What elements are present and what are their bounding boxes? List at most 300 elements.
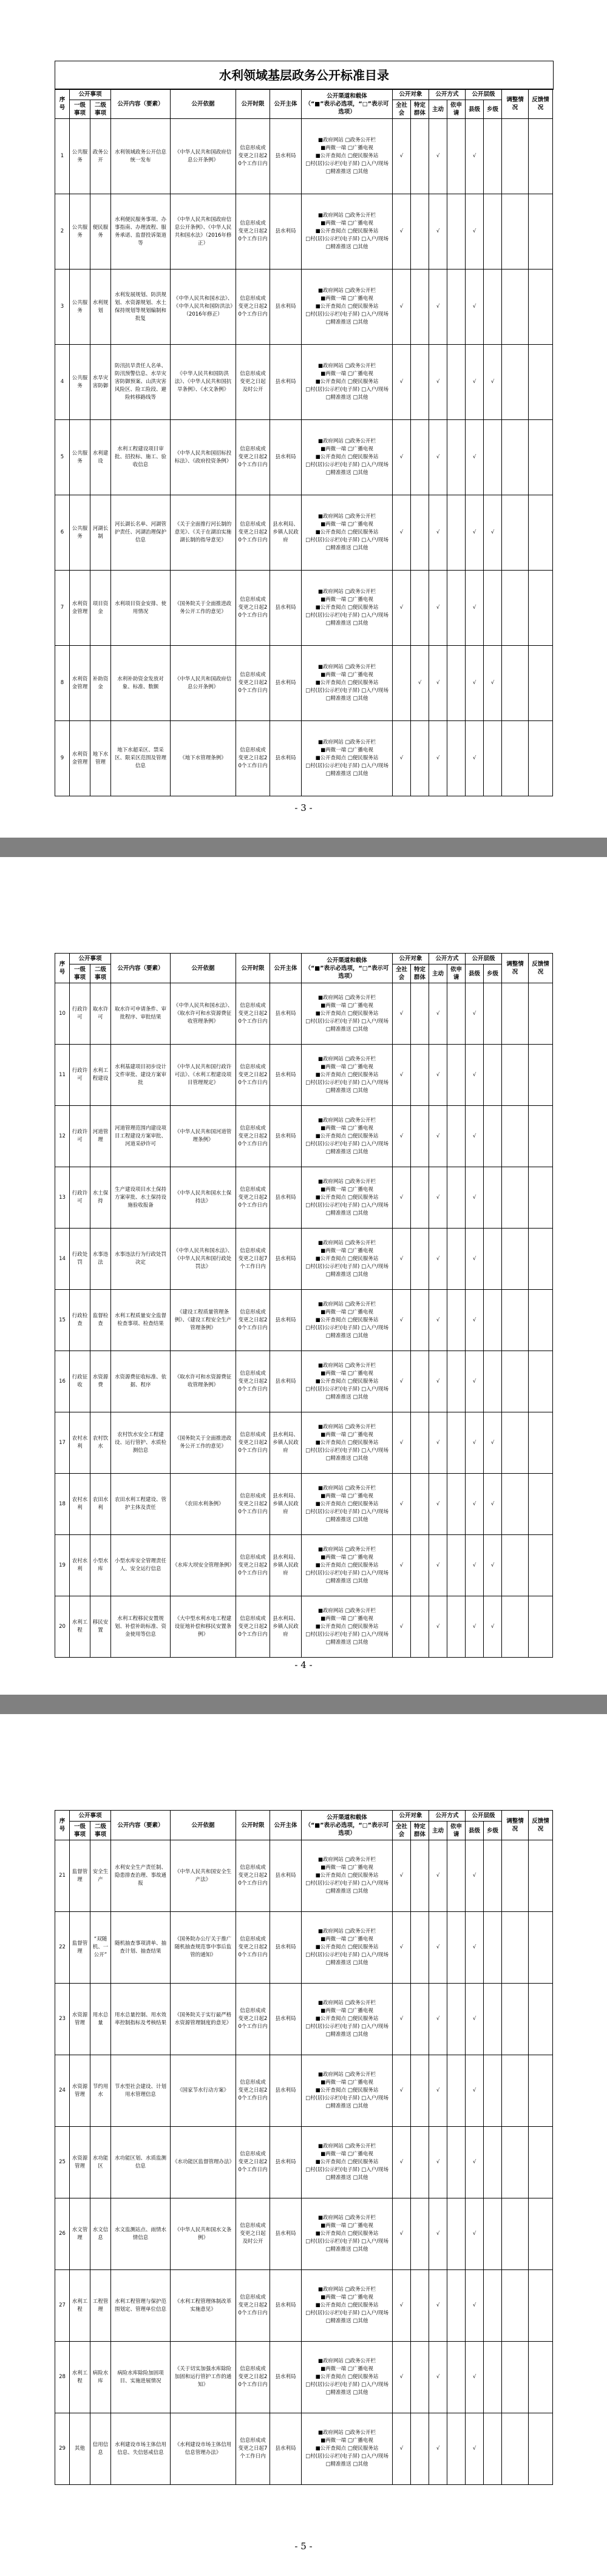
- channel-line: [304, 671, 390, 679]
- channel-option: □其他: [353, 2390, 368, 2396]
- cell-adjust: [502, 345, 529, 420]
- cell-time: 信息形成或变更之日起20个工作日内: [236, 1840, 270, 1912]
- channel-line: [304, 2079, 390, 2087]
- header-level1: 一级事项: [70, 964, 90, 983]
- channel-option: □入户/现场: [361, 1880, 388, 1886]
- cell-time: 信息形成或变更之日起20个工作日内: [236, 194, 270, 269]
- header-object-group: 公开对象: [393, 954, 429, 964]
- channel-option: □便民服务站: [347, 1255, 379, 1262]
- channel-option: □政务公开栏: [345, 664, 376, 670]
- table-row: [55, 2270, 553, 2342]
- channel-option: □精准推送: [325, 1210, 351, 1216]
- cell-specific: [411, 2413, 429, 2485]
- cell-adjust: [502, 1229, 529, 1290]
- channel-line: [304, 220, 390, 228]
- channel-option: ■政府网站: [317, 1423, 344, 1430]
- document-title: 水利领域基层政务公开标准目录: [55, 61, 554, 90]
- cell-all-society: √: [393, 1351, 411, 1412]
- channel-option: □其他: [353, 169, 368, 175]
- channel-option: □广播电视: [347, 2008, 373, 2014]
- cell-basis: 《水利建设市场主体信用信息管理办法》: [171, 2413, 236, 2485]
- channel-option: □其他: [353, 470, 368, 476]
- cell-channel: [302, 2198, 393, 2270]
- cell-content: 取水许可申请条件、审批程序、审批结果: [111, 983, 171, 1045]
- cell-all-society: [393, 646, 411, 721]
- channel-line: [304, 2095, 390, 2103]
- channel-line: [304, 513, 390, 521]
- channel-option: □精准推送: [325, 395, 351, 401]
- channel-option: □政务公开栏: [345, 1485, 376, 1491]
- channel-option: □村(居)公示栏(电子屏): [305, 763, 360, 769]
- cell-time: 信息形成或变更之日起20个工作日内: [236, 1912, 270, 1984]
- channel-line: [304, 1888, 390, 1896]
- channel-option: □入户/现场: [361, 311, 388, 317]
- channel-option: □入户/现场: [361, 2310, 388, 2316]
- cell-time: 信息形成或变更之日起20个工作日内: [236, 1045, 270, 1106]
- cell-town: [484, 1984, 502, 2055]
- cell-seq: 19: [55, 1535, 70, 1596]
- cell-basis: 《中华人民共和国招标投标法》、《政府投资条例》: [171, 420, 236, 495]
- cell-level1: 公共服务: [70, 345, 90, 420]
- cell-channel: [302, 119, 393, 194]
- cell-basis: 《关于全面推行河长制的意见》、《关于在湖泊实施湖长制的指导意见》: [171, 495, 236, 571]
- channel-option: □村(居)公示栏(电子屏): [305, 537, 360, 543]
- channel-option: □其他: [353, 2175, 368, 2181]
- cell-town: √: [484, 1596, 502, 1658]
- channel-line: [304, 212, 390, 220]
- cell-all-society: √: [393, 571, 411, 646]
- channel-option: □政务公开栏: [345, 1178, 376, 1185]
- cell-feedback: [529, 1984, 553, 2055]
- channel-line: [304, 1271, 390, 1279]
- channel-option: □便民服务站: [347, 680, 379, 686]
- channel-line: [304, 2222, 390, 2230]
- cell-adjust: [502, 1535, 529, 1596]
- cell-feedback: [529, 495, 553, 571]
- cell-subject: 县水利局: [270, 119, 302, 194]
- cell-specific: [411, 983, 429, 1045]
- channel-line: [304, 1639, 390, 1647]
- cell-specific: [411, 2055, 429, 2127]
- channel-option: ■公开查阅点: [315, 1194, 347, 1201]
- channel-option: □其他: [353, 1148, 368, 1155]
- channel-line: [304, 2286, 390, 2294]
- channel-option: □广播电视: [347, 220, 373, 226]
- cell-subject: 县水利局: [270, 2413, 302, 2485]
- channel-line: [304, 2365, 390, 2373]
- channel-option: □村(居)公示栏(电子屏): [305, 2024, 360, 2030]
- channel-line: [304, 2238, 390, 2246]
- channel-line: [304, 2166, 390, 2174]
- cell-level2: 移民安置: [90, 1596, 111, 1658]
- channel-option: ■公开查阅点: [315, 454, 347, 460]
- cell-level1: 水文管理: [70, 2198, 90, 2270]
- channel-option: ■两微一端: [320, 220, 347, 226]
- channel-line: [304, 529, 390, 537]
- channel-option: □政务公开栏: [345, 137, 376, 143]
- header-apply: 依申请: [447, 1822, 466, 1840]
- channel-line: [304, 287, 390, 295]
- channel-option: ■政府网站: [317, 739, 344, 745]
- channel-option: ■公开查阅点: [315, 2374, 347, 2380]
- cell-subject: 县水利局: [270, 571, 302, 646]
- cell-time: 信息形成或变更之日起及时公开: [236, 345, 270, 420]
- channel-line: [304, 1386, 390, 1394]
- cell-adjust: [502, 119, 529, 194]
- cell-apply: [447, 345, 466, 420]
- channel-option: ■政府网站: [317, 2072, 344, 2078]
- cell-active: √: [429, 345, 447, 420]
- channel-option: ■公开查阅点: [315, 1439, 347, 1446]
- table-row: [55, 721, 553, 796]
- cell-county: √: [466, 983, 484, 1045]
- channel-option: □广播电视: [347, 1554, 373, 1561]
- channel-line: [304, 2445, 390, 2453]
- cell-specific: [411, 1045, 429, 1106]
- channel-option: ■公开查阅点: [315, 1562, 347, 1568]
- cell-adjust: [502, 1840, 529, 1912]
- channel-line: [304, 521, 390, 529]
- header-apply: 依申请: [447, 964, 466, 983]
- channel-option: □其他: [353, 1087, 368, 1094]
- catalog-table-page-3: [55, 1810, 553, 2485]
- header-subject: 公开主体: [270, 954, 302, 983]
- channel-option: □村(居)公示栏(电子屏): [305, 612, 360, 619]
- cell-adjust: [502, 1290, 529, 1351]
- cell-subject: 县水利局、乡镇人民政府: [270, 1535, 302, 1596]
- channel-option: □广播电视: [347, 747, 373, 753]
- cell-channel: [302, 2127, 393, 2198]
- channel-line: [304, 446, 390, 453]
- channel-line: [304, 2023, 390, 2031]
- header-feedback: 反馈情况: [529, 954, 553, 983]
- cell-level1: 行政许可: [70, 1045, 90, 1106]
- channel-option: □便民服务站: [347, 1194, 379, 1201]
- cell-county: √: [466, 646, 484, 721]
- cell-county: √: [466, 1474, 484, 1535]
- channel-option: □精准推送: [325, 470, 351, 476]
- channel-option: ■政府网站: [317, 1301, 344, 1307]
- channel-option: □精准推送: [325, 2246, 351, 2252]
- channel-option: □村(居)公示栏(电子屏): [305, 1952, 360, 1958]
- cell-specific: [411, 2198, 429, 2270]
- cell-level1: 监督管理: [70, 1840, 90, 1912]
- channel-option: □村(居)公示栏(电子屏): [305, 2310, 360, 2316]
- cell-specific: √: [411, 646, 429, 721]
- cell-all-society: √: [393, 1167, 411, 1229]
- cell-county: √: [466, 420, 484, 495]
- header-level2: 二级事项: [90, 1822, 111, 1840]
- channel-line: [304, 1194, 390, 1202]
- cell-content: 河道管理范围内建设项目工程建设方案审批、河道采砂许可: [111, 1106, 171, 1167]
- channel-line: [304, 453, 390, 461]
- channel-option: ■公开查阅点: [315, 1255, 347, 1262]
- document-page-3: [0, 1714, 607, 2576]
- cell-specific: [411, 1167, 429, 1229]
- header-county: 县级: [466, 100, 484, 119]
- cell-active: √: [429, 1984, 447, 2055]
- channel-option: ■政府网站: [317, 363, 344, 369]
- channel-option: □精准推送: [325, 1639, 351, 1646]
- channel-line: [304, 1301, 390, 1309]
- header-content: 公开内容（要素）: [111, 954, 171, 983]
- channel-option: □广播电视: [347, 2438, 373, 2444]
- cell-adjust: [502, 2055, 529, 2127]
- channel-option: ■政府网站: [317, 2143, 344, 2149]
- cell-town: [484, 2198, 502, 2270]
- cell-apply: [447, 2413, 466, 2485]
- channel-option: ■两微一端: [320, 2151, 347, 2157]
- cell-channel: [302, 420, 393, 495]
- channel-option: □村(居)公示栏(电子屏): [305, 1202, 360, 1208]
- cell-county: √: [466, 495, 484, 571]
- cell-active: √: [429, 1474, 447, 1535]
- channel-line: [304, 236, 390, 243]
- cell-feedback: [529, 345, 553, 420]
- cell-active: √: [429, 2127, 447, 2198]
- channel-option: ■公开查阅点: [315, 303, 347, 310]
- table-row: [55, 269, 553, 345]
- channel-option: □便民服务站: [347, 1378, 379, 1385]
- cell-basis: 《国务院关于实行最严格水资源管理制度的意见》: [171, 1984, 236, 2055]
- cell-all-society: √: [393, 194, 411, 269]
- channel-option: □便民服务站: [347, 2446, 379, 2452]
- channel-option: □村(居)公示栏(电子屏): [305, 1880, 360, 1886]
- header-channel: 公开渠道和载体 （“■”表示必选项，“□”表示可选项）: [302, 954, 393, 983]
- channel-option: □政务公开栏: [345, 1056, 376, 1062]
- channel-option: □便民服务站: [347, 1439, 379, 1446]
- channel-line: [304, 1133, 390, 1141]
- table-row: [55, 983, 553, 1045]
- cell-active: √: [429, 1229, 447, 1290]
- channel-option: □广播电视: [347, 521, 373, 527]
- channel-option: □村(居)公示栏(电子屏): [305, 688, 360, 694]
- cell-town: [484, 2413, 502, 2485]
- cell-channel: [302, 646, 393, 721]
- cell-feedback: [529, 646, 553, 721]
- cell-level1: 公共服务: [70, 495, 90, 571]
- cell-subject: 县水利局、乡镇人民政府: [270, 1596, 302, 1658]
- channel-option: □便民服务站: [347, 605, 379, 611]
- cell-time: 信息形成或变更之日起7个工作日内: [236, 1229, 270, 1290]
- cell-active: √: [429, 2198, 447, 2270]
- cell-level1: 水利资金管理: [70, 721, 90, 796]
- cell-active: √: [429, 1535, 447, 1596]
- cell-level1: 行政许可: [70, 1167, 90, 1229]
- cell-channel: [302, 571, 393, 646]
- cell-apply: [447, 1106, 466, 1167]
- channel-option: ■两微一端: [320, 1002, 347, 1009]
- channel-line: [304, 1063, 390, 1071]
- channel-option: □便民服务站: [347, 529, 379, 535]
- cell-level1: 水利工程: [70, 1596, 90, 1658]
- channel-option: □其他: [353, 244, 368, 250]
- cell-adjust: [502, 1474, 529, 1535]
- cell-specific: [411, 2342, 429, 2413]
- channel-option: □精准推送: [325, 771, 351, 777]
- channel-option: □入户/现场: [361, 1018, 388, 1025]
- table-row: [55, 1351, 553, 1412]
- channel-option: □村(居)公示栏(电子屏): [305, 236, 360, 242]
- channel-option: □广播电视: [347, 672, 373, 678]
- cell-basis: 《中华人民共和国水土保持法》: [171, 1167, 236, 1229]
- channel-option: □村(居)公示栏(电子屏): [305, 1508, 360, 1515]
- cell-channel: [302, 269, 393, 345]
- cell-subject: 县水利局: [270, 2127, 302, 2198]
- header-specific: 特定群体: [411, 964, 429, 983]
- channel-option: □政务公开栏: [345, 288, 376, 294]
- cell-seq: 1: [55, 119, 70, 194]
- cell-basis: 《地下水管理条例》: [171, 721, 236, 796]
- header-time: 公开时限: [236, 89, 270, 119]
- channel-option: □广播电视: [347, 1615, 373, 1622]
- cell-all-society: √: [393, 1535, 411, 1596]
- cell-apply: [447, 1412, 466, 1474]
- cell-seq: 26: [55, 2198, 70, 2270]
- channel-option: ■公开查阅点: [315, 1133, 347, 1139]
- cell-channel: [302, 345, 393, 420]
- channel-option: □其他: [353, 1332, 368, 1339]
- cell-channel: [302, 1984, 393, 2055]
- cell-specific: [411, 1596, 429, 1658]
- channel-option: □广播电视: [347, 2366, 373, 2372]
- channel-line: [304, 461, 390, 469]
- channel-option: □入户/现场: [361, 2239, 388, 2245]
- table-row: [55, 1474, 553, 1535]
- channel-line: [304, 1148, 390, 1156]
- channel-line: [304, 1263, 390, 1271]
- cell-channel: [302, 721, 393, 796]
- cell-seq: 18: [55, 1474, 70, 1535]
- cell-subject: 县水利局: [270, 646, 302, 721]
- header-active: 主动: [429, 964, 447, 983]
- channel-option: □便民服务站: [347, 1500, 379, 1507]
- channel-option: □其他: [353, 2032, 368, 2038]
- channel-option: ■政府网站: [317, 1178, 344, 1185]
- channel-option: □广播电视: [347, 2079, 373, 2086]
- cell-seq: 2: [55, 194, 70, 269]
- cell-apply: [447, 1984, 466, 2055]
- channel-option: □便民服务站: [347, 1010, 379, 1017]
- cell-active: √: [429, 2413, 447, 2485]
- channel-option: □精准推送: [325, 1960, 351, 1966]
- channel-option: ■两微一端: [320, 2438, 347, 2444]
- channel-option: □村(居)公示栏(电子屏): [305, 2095, 360, 2101]
- channel-line: [304, 1951, 390, 1959]
- channel-option: □广播电视: [347, 1431, 373, 1438]
- channel-option: □政务公开栏: [345, 1546, 376, 1553]
- channel-option: ■政府网站: [317, 2358, 344, 2364]
- channel-option: □便民服务站: [347, 1944, 379, 1950]
- channel-option: ■两微一端: [320, 2294, 347, 2300]
- channel-option: □广播电视: [347, 145, 373, 151]
- channel-option: □广播电视: [347, 1936, 373, 1942]
- channel-option: □精准推送: [325, 2103, 351, 2109]
- channel-option: ■政府网站: [317, 1928, 344, 1934]
- header-seq: 序号: [55, 89, 70, 119]
- cell-time: 信息形成或变更之日起20个工作日内: [236, 1535, 270, 1596]
- cell-subject: 县水利局: [270, 1045, 302, 1106]
- channel-option: □入户/现场: [361, 612, 388, 619]
- cell-county: √: [466, 1596, 484, 1658]
- channel-line: [304, 596, 390, 604]
- cell-active: √: [429, 1412, 447, 1474]
- header-level1: 一级事项: [70, 100, 90, 119]
- channel-line: [304, 1247, 390, 1255]
- cell-level2: 监督检查: [90, 1290, 111, 1351]
- cell-content: 农村饮水安全工程建设、运行管护、水质检测信息: [111, 1412, 171, 1474]
- channel-option: □村(居)公示栏(电子屏): [305, 2382, 360, 2388]
- cell-subject: 县水利局: [270, 2342, 302, 2413]
- cell-county: √: [466, 1106, 484, 1167]
- cell-specific: [411, 1474, 429, 1535]
- channel-option: ■两微一端: [320, 1431, 347, 1438]
- cell-all-society: √: [393, 1474, 411, 1535]
- cell-time: 信息形成或变更之日起20个工作日内: [236, 2127, 270, 2198]
- cell-level2: 水文信息: [90, 2198, 111, 2270]
- channel-line: [304, 1447, 390, 1455]
- channel-option: □政务公开栏: [345, 1239, 376, 1246]
- cell-apply: [447, 194, 466, 269]
- cell-level2: 农田水利: [90, 1474, 111, 1535]
- cell-apply: [447, 1596, 466, 1658]
- cell-adjust: [502, 983, 529, 1045]
- cell-subject: 县水利局: [270, 345, 302, 420]
- cell-content: 水利项目资金安排、使用情况: [111, 571, 171, 646]
- cell-specific: [411, 1106, 429, 1167]
- cell-active: √: [429, 2342, 447, 2413]
- header-county: 县级: [466, 1822, 484, 1840]
- channel-option: □其他: [353, 1271, 368, 1278]
- cell-content: 水资源费征收标准、依据、程序: [111, 1351, 171, 1412]
- cell-basis: 《水库大坝安全管理条例》: [171, 1535, 236, 1596]
- cell-basis: 《水功能区监督管理办法》: [171, 2127, 236, 2198]
- cell-all-society: √: [393, 345, 411, 420]
- header-time: 公开时限: [236, 954, 270, 983]
- header-mode-group: 公开方式: [429, 89, 466, 100]
- cell-all-society: √: [393, 119, 411, 194]
- cell-seq: 4: [55, 345, 70, 420]
- channel-line: [304, 695, 390, 703]
- cell-level2: 水功能区: [90, 2127, 111, 2198]
- channel-option: □入户/现场: [361, 1263, 388, 1270]
- channel-line: [304, 1856, 390, 1864]
- cell-feedback: [529, 269, 553, 345]
- table-header: [55, 954, 553, 983]
- cell-level1: 监督管理: [70, 1912, 90, 1984]
- channel-line: [304, 1125, 390, 1133]
- header-county: 县级: [466, 964, 484, 983]
- channel-option: □入户/现场: [361, 1952, 388, 1958]
- channel-line: [304, 1455, 390, 1463]
- cell-channel: [302, 983, 393, 1045]
- cell-active: √: [429, 646, 447, 721]
- cell-apply: [447, 2055, 466, 2127]
- cell-time: 信息形成或变更之日起20个工作日内: [236, 1412, 270, 1474]
- channel-option: □政务公开栏: [345, 1117, 376, 1124]
- channel-line: [304, 2453, 390, 2461]
- channel-line: [304, 1071, 390, 1079]
- cell-level2: 用水总量: [90, 1984, 111, 2055]
- channel-line: [304, 1423, 390, 1431]
- cell-apply: [447, 983, 466, 1045]
- cell-all-society: √: [393, 495, 411, 571]
- cell-feedback: [529, 2127, 553, 2198]
- header-town: 乡级: [484, 1822, 502, 1840]
- header-seq: 序号: [55, 1811, 70, 1840]
- header-items-group: 公开事项: [70, 1811, 111, 1822]
- channel-line: [304, 1255, 390, 1263]
